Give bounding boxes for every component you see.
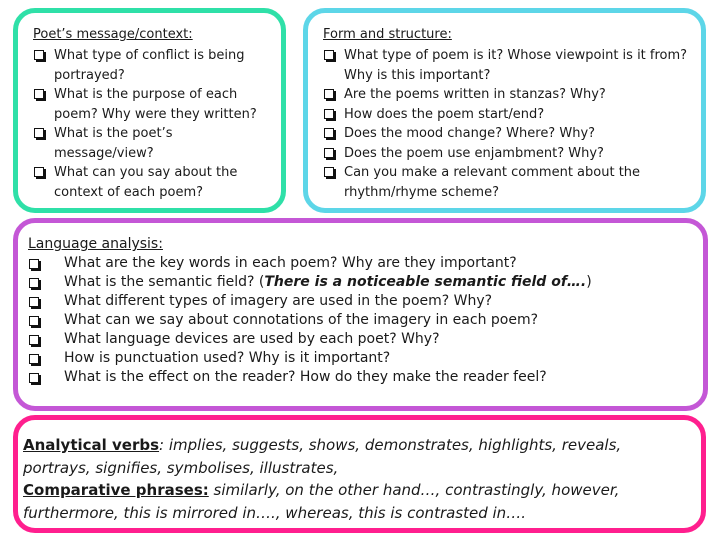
checkbox-icon [324, 50, 334, 60]
checkbox-icon [324, 167, 334, 177]
checkbox-icon [29, 278, 39, 288]
analysis-vocabulary-box [13, 415, 706, 533]
checkbox-icon [29, 354, 39, 364]
list-item: What type of conflict is being portrayed? [33, 46, 271, 85]
semantic-field-prompt: There is a noticeable semantic field of…. [264, 274, 587, 290]
checkbox-icon [29, 297, 39, 307]
checkbox-icon [29, 259, 39, 269]
comparative-phrases-line [23, 479, 691, 524]
comparative-phrases-label: Comparative phrases: [23, 481, 209, 499]
list-item: What can you say about the context of each poem? [33, 163, 271, 202]
checkbox-icon [324, 128, 334, 138]
list-item: Does the poem use enjambment? Why? [323, 144, 691, 164]
form-structure-title: Form and structure: [323, 27, 452, 42]
list-item: Are the poems written in stanzas? Why? [323, 85, 691, 105]
language-analysis-title: Language analysis: [28, 236, 163, 252]
list-item: How does the poem start/end? [323, 105, 691, 125]
comparative-phrases-text: similarly, on the other hand…, contrastingly, however, furthermore, this is mirrored in…., whereas, this is contrasted in…. [23, 481, 620, 522]
list-item: What are the key words in each poem? Why are they important? [28, 254, 693, 273]
analytical-verbs-label: Analytical verbs [23, 436, 160, 454]
checkbox-icon [34, 89, 44, 99]
list-item: What can we say about connotations of the imagery in each poem? [28, 311, 693, 330]
list-item: What type of poem is it? Whose viewpoint is it from? Why is this important? [323, 46, 691, 85]
checkbox-icon [34, 128, 44, 138]
list-item: What is the effect on the reader? How do they make the reader feel? [28, 368, 693, 387]
list-item: Can you make a relevant comment about the rhythm/rhyme scheme? [323, 163, 691, 202]
analytical-verbs-text: : implies, suggests, shows, demonstrates, highlights, reveals, portrays, signifies, symbolises, illustrates, [23, 436, 622, 477]
checkbox-icon [324, 89, 334, 99]
list-item: What different types of imagery are used in the poem? Why? [28, 292, 693, 311]
list-item: What is the poet’s message/view? [33, 124, 271, 163]
poet-message-box [13, 8, 286, 213]
checkbox-icon [34, 50, 44, 60]
list-item: What language devices are used by each poet? Why? [28, 330, 693, 349]
list-item: How is punctuation used? Why is it important? [28, 349, 693, 368]
analytical-verbs-line [23, 434, 691, 479]
checkbox-icon [34, 167, 44, 177]
checkbox-icon [29, 373, 39, 383]
checkbox-icon [29, 335, 39, 345]
list-item: Does the mood change? Where? Why? [323, 124, 691, 144]
language-analysis-box [13, 218, 708, 411]
language-question-list [28, 254, 693, 387]
checkbox-icon [29, 316, 39, 326]
list-item: What is the semantic field? (There is a noticeable semantic field of….) [28, 273, 693, 292]
checkbox-icon [324, 109, 334, 119]
poet-message-title: Poet’s message/context: [33, 27, 193, 42]
form-question-list [323, 46, 691, 202]
form-structure-box [303, 8, 706, 213]
poet-question-list [33, 46, 271, 202]
checkbox-icon [324, 148, 334, 158]
list-item: What is the purpose of each poem? Why were they written? [33, 85, 271, 124]
